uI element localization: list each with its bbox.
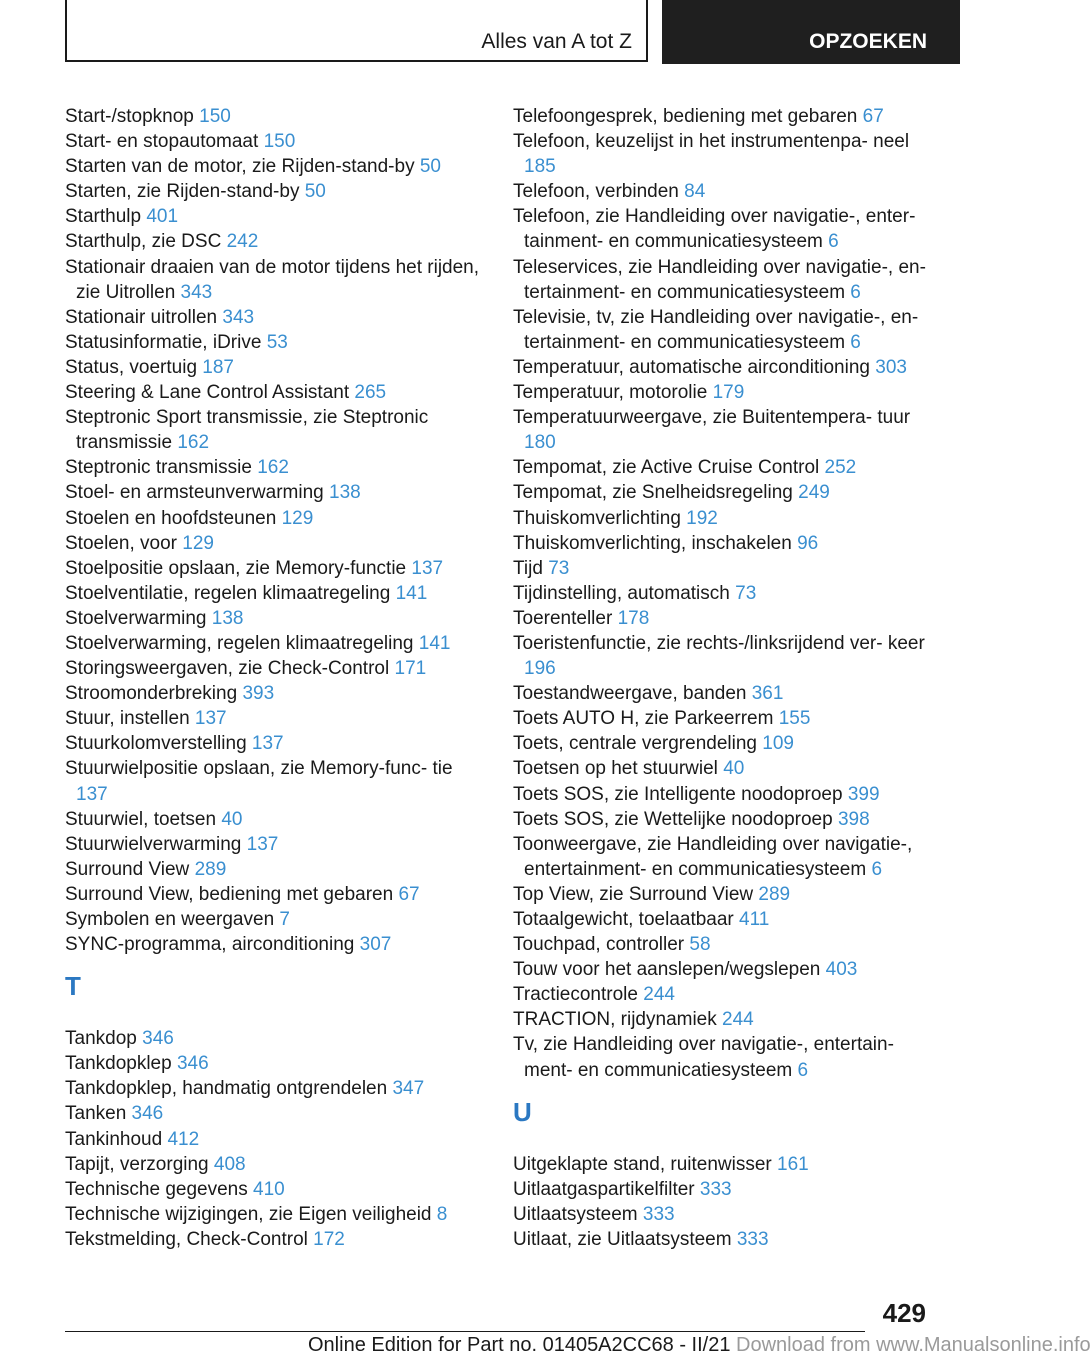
index-entry xyxy=(513,1007,933,1032)
page-link[interactable]: 129 xyxy=(281,507,314,529)
page-link[interactable]: 67 xyxy=(862,106,884,127)
index-entry xyxy=(65,229,485,254)
entry-text: Tapijt, verzorging xyxy=(65,1153,214,1175)
entry-text: Temperatuur, motorolie xyxy=(513,382,713,404)
page-link[interactable]: 129 xyxy=(182,532,214,554)
page-link[interactable]: 347 xyxy=(392,1078,425,1100)
page-link[interactable]: 162 xyxy=(257,457,289,479)
page-link[interactable]: 141 xyxy=(418,632,451,654)
index-entry xyxy=(513,380,933,405)
entry-text: Steptronic transmissie xyxy=(65,457,258,479)
page-link[interactable]: 343 xyxy=(180,281,213,303)
entries-s xyxy=(65,104,485,957)
entry-text: Tankdopklep xyxy=(65,1053,177,1075)
section-title: Alles van A tot Z xyxy=(481,30,632,53)
entries-t-continued xyxy=(513,104,933,1083)
entry-text: Stuurwielpositie opslaan, zie Memory-func‐ tie xyxy=(65,758,453,780)
edition-text: Online Edition for Part no. 01405A2CC68 - II/21 xyxy=(308,1334,731,1356)
entry-text: Tijd xyxy=(513,557,549,579)
page-link[interactable]: 7 xyxy=(279,909,290,930)
page-link[interactable]: 179 xyxy=(712,382,745,404)
page-link[interactable]: 333 xyxy=(736,1228,769,1250)
page-link[interactable]: 137 xyxy=(194,708,227,730)
entry-text: Stationair draaien van de motor tijdens het rijden, zie Uitrollen xyxy=(65,256,480,303)
index-entry xyxy=(513,531,933,556)
index-entry xyxy=(65,606,485,631)
entry-text: Stationair uitrollen xyxy=(65,306,223,328)
entry-text: Top View, zie Surround View xyxy=(513,883,759,905)
page-link[interactable]: 289 xyxy=(758,883,791,905)
letter-heading-u: U xyxy=(513,1096,532,1127)
index-entry xyxy=(65,506,485,531)
section-tab-label: OPZOEKEN xyxy=(809,30,927,53)
entry-text: Tempomat, zie Active Cruise Control xyxy=(513,457,825,479)
page-link[interactable]: 244 xyxy=(643,984,675,1006)
entry-text: Telefoon, keuzelijst in het instrumentenpa‐ neel xyxy=(513,131,910,153)
entry-text: Uitgeklapte stand, ruitenwisser xyxy=(513,1153,778,1175)
index-entry xyxy=(65,104,485,129)
page-link[interactable]: 401 xyxy=(146,206,179,228)
entry-text: Telefoon, zie Handleiding over navigatie-, enter‐ tainment- en communicatiesysteem xyxy=(513,206,916,253)
index-entry xyxy=(513,832,933,882)
index-entry xyxy=(513,506,933,531)
entry-text: Stoelverwarming xyxy=(65,607,212,629)
footer xyxy=(308,1334,1091,1357)
page-link[interactable]: 109 xyxy=(762,733,794,755)
page-link[interactable]: 192 xyxy=(686,507,718,529)
page-link[interactable]: 196 xyxy=(524,658,556,680)
index-entry xyxy=(65,380,485,405)
entry-text: Statusinformatie, iDrive xyxy=(65,331,267,353)
entry-text: Steptronic Sport transmissie, zie Steptronic transmissie xyxy=(65,407,429,454)
entry-text: Starten, zie Rijden-stand-by xyxy=(65,181,305,203)
entry-text: Telefoon, verbinden xyxy=(513,181,685,203)
index-entry xyxy=(513,355,933,380)
page-link[interactable]: 333 xyxy=(699,1178,732,1200)
index-entry xyxy=(513,556,933,581)
index-entry xyxy=(65,1127,485,1152)
entry-text: Totaalgewicht, toelaatbaar xyxy=(513,909,740,930)
index-entry xyxy=(65,1202,485,1227)
page-link[interactable]: 150 xyxy=(263,131,296,153)
entry-text: Toets, centrale vergrendeling xyxy=(513,733,763,755)
page-link[interactable]: 393 xyxy=(242,683,275,705)
index-entry xyxy=(65,731,485,756)
entry-text: Stoelverwarming, regelen klimaatregeling xyxy=(65,632,419,654)
entry-text: Toeristenfunctie, zie rechts-/linksrijdend ver‐ keer xyxy=(513,632,925,654)
entry-text: Teleservices, zie Handleiding over navigatie-, en‐ tertainment- en communicatiesysteem xyxy=(513,256,926,303)
page-link[interactable]: 84 xyxy=(684,181,706,203)
index-entry xyxy=(513,1177,933,1202)
page-number: 429 xyxy=(882,1298,926,1328)
entry-text: TRACTION, rijdynamiek xyxy=(513,1009,723,1031)
index-entry xyxy=(513,706,933,731)
index-entry xyxy=(65,531,485,556)
index-entry xyxy=(65,1051,485,1076)
entry-text: Tankinhoud xyxy=(65,1128,168,1150)
entry-text: Uitlaatgaspartikelfilter xyxy=(513,1178,700,1200)
index-entry xyxy=(65,255,485,305)
index-entry xyxy=(513,1152,933,1177)
page-link[interactable]: 137 xyxy=(76,783,108,805)
page-link[interactable]: 40 xyxy=(723,758,745,780)
entry-text: Stoelventilatie, regelen klimaatregeling xyxy=(65,582,396,604)
entry-text: Stoelpositie opslaan, zie Memory-functie xyxy=(65,557,412,579)
page-link[interactable]: 346 xyxy=(176,1053,209,1075)
index-entry xyxy=(65,1227,485,1252)
page-link[interactable]: 96 xyxy=(797,532,819,554)
entry-text: Touchpad, controller xyxy=(513,934,690,956)
index-entry xyxy=(65,129,485,154)
index-entry xyxy=(65,1152,485,1177)
entry-text: Touw voor het aanslepen/wegslepen xyxy=(513,959,826,981)
entry-text: Tijdinstelling, automatisch xyxy=(513,582,736,604)
entry-text: Start- en stopautomaat xyxy=(65,131,264,153)
entry-text: Tempomat, zie Snelheidsregeling xyxy=(513,482,799,504)
page-link[interactable]: 333 xyxy=(642,1203,675,1225)
index-entry xyxy=(65,154,485,179)
page-link[interactable]: 155 xyxy=(778,708,811,730)
index-entry xyxy=(513,606,933,631)
letter-heading-t: T xyxy=(65,971,81,1002)
page-link[interactable]: 171 xyxy=(394,658,427,680)
entry-text: Toetsen op het stuurwiel xyxy=(513,758,724,780)
index-entry xyxy=(65,807,485,832)
page-link[interactable]: 398 xyxy=(837,808,870,830)
entry-text: Toets SOS, zie Wettelijke noodoproep xyxy=(513,808,838,830)
page-link[interactable]: 289 xyxy=(194,858,227,880)
index-entry xyxy=(65,556,485,581)
entry-text: Stuur, instellen xyxy=(65,708,195,730)
entry-text: Temperatuur, automatische airconditioning xyxy=(513,356,876,378)
page-link[interactable]: 73 xyxy=(735,582,757,604)
entry-text: Technische gegevens xyxy=(65,1178,254,1200)
footer-rule xyxy=(65,1331,865,1332)
page-link[interactable]: 411 xyxy=(739,909,770,930)
page-link[interactable]: 73 xyxy=(548,557,570,579)
page-link[interactable]: 178 xyxy=(617,607,650,629)
page-link[interactable]: 67 xyxy=(398,883,420,905)
index-entry xyxy=(513,807,933,832)
entry-text: Status, voertuig xyxy=(65,356,203,378)
page-link[interactable]: 58 xyxy=(689,934,711,956)
entry-text: Tankdop xyxy=(65,1028,143,1050)
index-entry xyxy=(513,104,933,129)
index-entry xyxy=(65,179,485,204)
header-frame xyxy=(65,0,648,62)
entry-text: SYNC-programma, airconditioning xyxy=(65,934,360,956)
index-entry xyxy=(65,1101,485,1126)
entry-text: Thuiskomverlichting xyxy=(513,507,687,529)
index-entry xyxy=(65,480,485,505)
index-entry xyxy=(513,882,933,907)
entry-text: Stoelen, voor xyxy=(65,532,183,554)
section-tab[interactable] xyxy=(662,0,960,64)
index-entry xyxy=(513,982,933,1007)
page-link[interactable]: 6 xyxy=(850,331,861,353)
page-link[interactable]: 8 xyxy=(436,1203,448,1225)
index-entry xyxy=(513,455,933,480)
index-entry xyxy=(65,1177,485,1202)
index-entry xyxy=(65,656,485,681)
index-entry xyxy=(513,305,933,355)
page-link[interactable]: 6 xyxy=(828,231,839,253)
index-entry xyxy=(513,756,933,781)
index-entry xyxy=(65,681,485,706)
page-link[interactable]: 307 xyxy=(359,934,392,956)
page-link[interactable]: 252 xyxy=(824,457,857,479)
index-entry xyxy=(513,957,933,982)
index-entry xyxy=(65,1026,485,1051)
index-entry xyxy=(65,857,485,882)
index-entry xyxy=(65,305,485,330)
page-link[interactable]: 162 xyxy=(177,432,210,454)
entry-text: Surround View, bediening met gebaren xyxy=(65,883,399,905)
entry-text: Symbolen en weergaven xyxy=(65,909,280,930)
page-header xyxy=(0,0,960,64)
page-link[interactable]: 50 xyxy=(304,181,326,203)
entry-text: Start-/stopknop xyxy=(65,106,200,127)
entry-text: Stoel- en armsteunverwarming xyxy=(65,482,329,504)
index-entry xyxy=(513,480,933,505)
entry-text: Stuurwielverwarming xyxy=(65,833,247,855)
page-link[interactable]: 141 xyxy=(395,582,428,604)
entry-text: Toonweergave, zie Handleiding over navigatie-, entertainment- en communicatiesysteem xyxy=(513,833,913,880)
index-entry xyxy=(65,581,485,606)
watermark: Download from www.Manualsonline.info xyxy=(736,1334,1091,1356)
index-entry xyxy=(513,932,933,957)
page-link[interactable]: 303 xyxy=(875,356,907,378)
page-link[interactable]: 150 xyxy=(199,106,231,127)
entry-text: Starthulp xyxy=(65,206,147,228)
entry-text: Toets AUTO H, zie Parkeerrem xyxy=(513,708,779,730)
entry-text: Toerenteller xyxy=(513,607,618,629)
entries-t xyxy=(65,1026,485,1252)
index-entry xyxy=(513,681,933,706)
page-link[interactable]: 265 xyxy=(354,382,387,404)
index-entry xyxy=(65,907,485,932)
page-link[interactable]: 403 xyxy=(825,959,858,981)
page-link[interactable]: 6 xyxy=(850,281,861,303)
page-link[interactable]: 408 xyxy=(213,1153,246,1175)
page-link[interactable]: 242 xyxy=(226,231,259,253)
index-entry xyxy=(65,631,485,656)
entry-text: Starthulp, zie DSC xyxy=(65,231,227,253)
entry-text: Stroomonderbreking xyxy=(65,683,243,705)
entry-text: Tankdopklep, handmatig ontgrendelen xyxy=(65,1078,393,1100)
page-link[interactable]: 53 xyxy=(266,331,288,353)
page-link[interactable]: 185 xyxy=(524,156,556,178)
index-entry xyxy=(513,204,933,254)
entry-text: Televisie, tv, zie Handleiding over navigatie-, en‐ tertainment- en communicatiesysteem xyxy=(513,306,919,353)
page-link[interactable]: 137 xyxy=(411,557,444,579)
entry-text: Stoelen en hoofdsteunen xyxy=(65,507,282,529)
index-entry xyxy=(65,882,485,907)
entry-text: Temperatuurweergave, zie Buitentempera‐ tuur xyxy=(513,407,911,429)
page-link[interactable]: 172 xyxy=(313,1228,345,1250)
page-link[interactable]: 161 xyxy=(777,1153,809,1175)
entry-text: Tractiecontrole xyxy=(513,984,644,1006)
index-column-left xyxy=(65,104,485,1252)
page-link[interactable]: 399 xyxy=(847,783,880,805)
index-entry xyxy=(65,355,485,380)
page-link[interactable]: 50 xyxy=(419,156,441,178)
entry-text: Thuiskomverlichting, inschakelen xyxy=(513,532,798,554)
entry-text: Stuurkolomverstelling xyxy=(65,733,252,755)
index-entry xyxy=(513,631,933,681)
entry-text: Telefoongesprek, bediening met gebaren xyxy=(513,106,863,127)
index-entry xyxy=(513,581,933,606)
entry-text: Steering & Lane Control Assistant xyxy=(65,382,355,404)
page-link[interactable]: 138 xyxy=(329,482,361,504)
page-link[interactable]: 6 xyxy=(871,858,883,880)
index-entry xyxy=(513,255,933,305)
entries-u xyxy=(513,1152,933,1252)
index-column-right xyxy=(513,104,933,1252)
index-entry xyxy=(513,405,933,455)
entry-text: Toestandweergave, banden xyxy=(513,683,752,705)
index-entry xyxy=(513,907,933,932)
index-entry xyxy=(513,129,933,179)
index-entry xyxy=(65,756,485,806)
index-entry xyxy=(65,932,485,957)
entry-text: Tv, zie Handleiding over navigatie-, entertain‐ ment- en communicatiesysteem xyxy=(513,1034,894,1081)
index-entry xyxy=(65,706,485,731)
page-link[interactable]: 361 xyxy=(751,683,784,705)
page-link[interactable]: 180 xyxy=(524,432,556,454)
entry-text: Storingsweergaven, zie Check-Control xyxy=(65,658,395,680)
index-entry xyxy=(65,330,485,355)
entry-text: Stuurwiel, toetsen xyxy=(65,808,222,830)
index-entry xyxy=(513,1227,933,1252)
index-entry xyxy=(65,455,485,480)
entry-text: Uitlaatsysteem xyxy=(513,1203,643,1225)
page-link[interactable]: 249 xyxy=(798,482,830,504)
index-entry xyxy=(65,405,485,455)
index-entry xyxy=(65,204,485,229)
entry-text: Uitlaat, zie Uitlaatsysteem xyxy=(513,1228,737,1250)
entry-text: Surround View xyxy=(65,858,195,880)
index-entry xyxy=(513,782,933,807)
page-link[interactable]: 138 xyxy=(211,607,244,629)
entry-text: Tekstmelding, Check-Control xyxy=(65,1228,314,1250)
index-entry xyxy=(513,731,933,756)
entry-text: Technische wijzigingen, zie Eigen veiligheid xyxy=(65,1203,437,1225)
index-entry xyxy=(513,1032,933,1082)
page-link[interactable]: 412 xyxy=(167,1128,200,1150)
page-link[interactable]: 244 xyxy=(722,1009,754,1031)
page-link[interactable]: 137 xyxy=(251,733,284,755)
entry-text: Starten van de motor, zie Rijden-stand-by xyxy=(65,156,420,178)
page-link[interactable]: 6 xyxy=(797,1059,809,1081)
index-entry xyxy=(65,1076,485,1101)
page-link[interactable]: 187 xyxy=(202,356,234,378)
page-link[interactable]: 343 xyxy=(222,306,255,328)
page-link[interactable]: 40 xyxy=(221,808,243,830)
page-link[interactable]: 137 xyxy=(246,833,279,855)
entry-text: Tanken xyxy=(65,1103,132,1125)
index-entry xyxy=(65,832,485,857)
page-link[interactable]: 410 xyxy=(253,1178,285,1200)
page-link[interactable]: 346 xyxy=(142,1028,174,1050)
index-entry xyxy=(513,179,933,204)
index-entry xyxy=(513,1202,933,1227)
entry-text: Toets SOS, zie Intelligente noodoproep xyxy=(513,783,848,805)
page-link[interactable]: 346 xyxy=(131,1103,164,1125)
